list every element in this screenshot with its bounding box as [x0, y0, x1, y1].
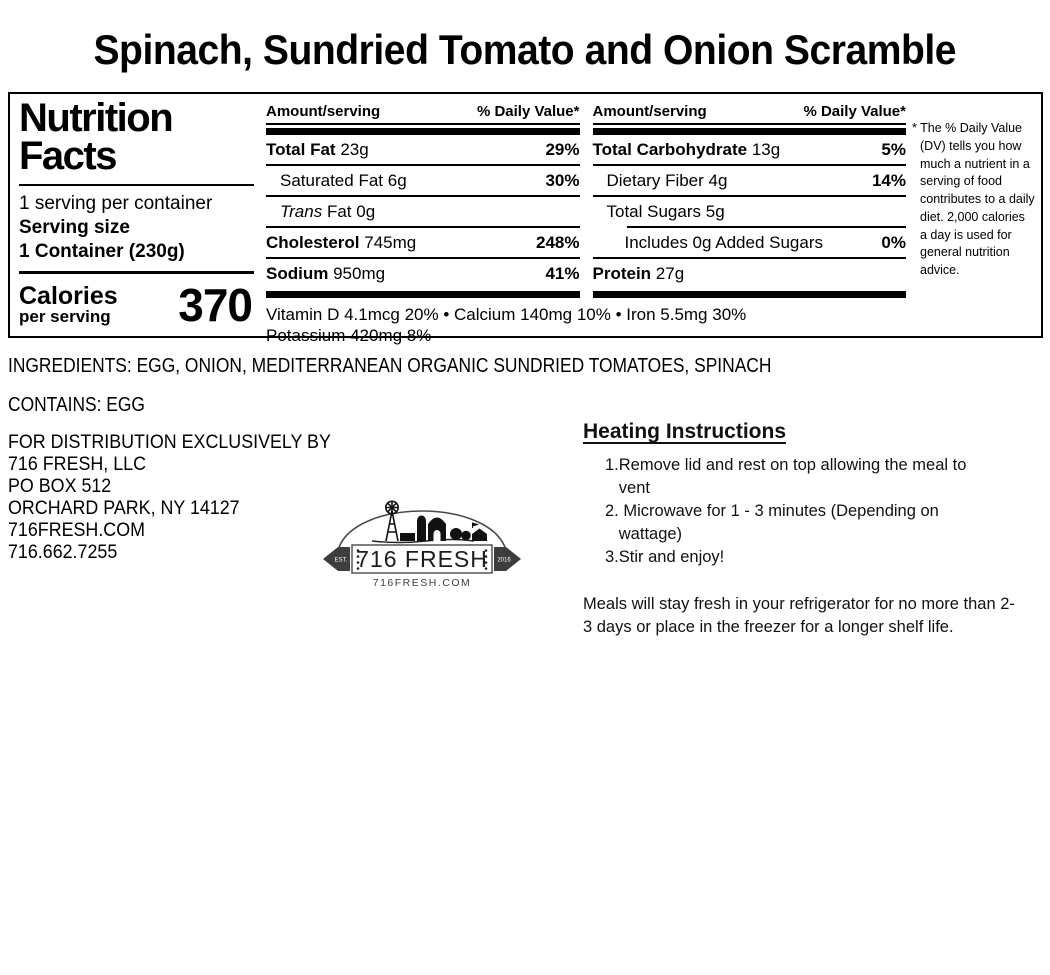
- calories-row: [19, 278, 254, 332]
- farm-logo-icon: [320, 478, 524, 590]
- calories-labels: [19, 281, 118, 327]
- nutrient-dv: 29%: [545, 140, 580, 159]
- nutrient-amount: 5g: [705, 202, 725, 221]
- nutrient-name: Includes 0g Added Sugars: [624, 233, 823, 252]
- nutrient-dv: 30%: [545, 171, 580, 190]
- nutrient-amount: 23g: [340, 140, 369, 159]
- nutrient-dv: 5%: [881, 140, 906, 159]
- nutrition-facts-heading-line2: Facts: [19, 134, 116, 178]
- nutrient-column-fat-sodium: [266, 102, 580, 298]
- storage-note: Meals will stay fresh in your refrigerator for no more than 2-3 days or place in the freezer for a longer shelf life.: [583, 595, 1015, 636]
- distribution-line: PO BOX 512: [8, 476, 112, 497]
- heating-steps: [605, 454, 1015, 569]
- distribution-line: ORCHARD PARK, NY 14127: [8, 498, 240, 519]
- distribution-line: 716.662.7255: [8, 542, 118, 563]
- nutrient-name: Total Sugars: [606, 202, 701, 221]
- nutrient-name: Dietary Fiber: [606, 171, 704, 190]
- nutrient-dv: 14%: [871, 171, 906, 190]
- nutrient-name: Total Fat: [266, 140, 336, 159]
- calories-label: Calories: [19, 281, 118, 310]
- nutrient-name: Fat: [326, 202, 352, 221]
- step-number: 1.: [605, 456, 619, 474]
- thick-divider: [593, 128, 907, 135]
- distribution-line: 716 FRESH, LLC: [8, 454, 146, 475]
- nutrient-amount: 4g: [708, 171, 728, 190]
- ingredients-line: INGREDIENTS: EGG, ONION, MEDITERRANEAN ORGANIC SUNDRIED TOMATOES, SPINACH: [8, 355, 772, 377]
- micronutrients-line1: Vitamin D 4.1mcg 20% • Calcium 140mg 10% • Iron 5.5mg 30%: [266, 305, 747, 324]
- nutrient-amount: 745mg: [364, 233, 417, 252]
- nutrient-name: Sodium: [266, 264, 329, 283]
- heating-instructions-heading: Heating Instructions: [583, 420, 787, 443]
- calories-sublabel: per serving: [19, 307, 111, 327]
- nutrient-row-trans-fat: [266, 197, 580, 226]
- step-number: 2.: [605, 502, 619, 520]
- product-title: [0, 26, 1050, 74]
- heating-step: [605, 454, 1015, 500]
- nutrient-amount: 27g: [655, 264, 685, 283]
- product-title-text: Spinach, Sundried Tomato and Onion Scramble: [93, 26, 957, 73]
- distribution-line: FOR DISTRIBUTION EXCLUSIVELY BY: [8, 432, 331, 453]
- nutrient-name: Protein: [592, 264, 652, 283]
- nutrient-name: Saturated Fat: [280, 171, 384, 190]
- nutrient-dv: 0%: [881, 233, 906, 252]
- nutrient-column-carb-protein: [593, 102, 907, 298]
- nutrient-amount: 0g: [356, 202, 376, 221]
- nutrient-row-sodium: [266, 259, 580, 288]
- nutrient-name-italic: Trans: [280, 202, 323, 221]
- nutrient-dv: 41%: [545, 264, 580, 283]
- daily-value-footnote: * The % Daily Value (DV) tells you how much a nutrient in a serving of food contributes to a daily diet. 2,000 calories a day is used for general nutrition advice.: [912, 121, 1035, 277]
- step-number: 3.: [605, 548, 619, 566]
- 716-fresh-logo: [320, 478, 524, 590]
- logo-year-label: 2016: [497, 557, 511, 564]
- servings-per-container: 1 serving per container: [19, 193, 213, 214]
- nutrient-row-protein: [593, 259, 907, 288]
- divider: [19, 271, 254, 274]
- nutrition-facts-center: [260, 94, 910, 345]
- column-header: [593, 102, 907, 125]
- nutrient-amount: 950mg: [333, 264, 386, 283]
- nutrient-columns: [266, 102, 906, 298]
- distribution-block: [8, 432, 331, 564]
- micronutrients: [266, 304, 906, 346]
- thick-divider: [593, 291, 907, 298]
- nutrition-facts-left-column: [10, 94, 260, 336]
- nutrient-row-dietary-fiber: [593, 166, 907, 195]
- thick-divider: [266, 128, 580, 135]
- serving-size-value: 1 Container (230g): [19, 241, 185, 262]
- nutrient-row-cholesterol: [266, 228, 580, 257]
- column-header: [266, 102, 580, 125]
- nutrient-name: Cholesterol: [266, 233, 360, 252]
- nutrient-name: Total Carbohydrate: [592, 140, 748, 159]
- step-text: Remove lid and rest on top allowing the meal to vent: [618, 456, 971, 497]
- nutrition-facts-heading: [19, 96, 254, 178]
- daily-value-header: % Daily Value*: [476, 103, 580, 120]
- nutrient-dv: 248%: [536, 233, 580, 252]
- nutrient-row-total-carbohydrate: [593, 135, 907, 164]
- divider: [19, 184, 254, 186]
- heating-step: [605, 500, 1015, 546]
- nutrient-row-saturated-fat: [266, 166, 580, 195]
- nutrient-amount: 6g: [387, 171, 407, 190]
- logo-name: 716 FRESH: [356, 546, 488, 572]
- heating-instructions: [583, 420, 1015, 639]
- nutrition-facts-panel: [8, 92, 1043, 345]
- serving-size-label: Serving size: [19, 217, 130, 238]
- distribution-line: 716FRESH.COM: [8, 520, 145, 541]
- step-text: Microwave for 1 - 3 minutes (Depending on wattage): [618, 502, 944, 543]
- daily-value-header: % Daily Value*: [803, 103, 906, 120]
- step-text: Stir and enjoy!: [618, 548, 725, 566]
- nutrient-row-added-sugars: [593, 228, 907, 257]
- calories-value: 370: [178, 279, 252, 331]
- heating-step: [605, 546, 1015, 569]
- nutrient-amount: 13g: [751, 140, 781, 159]
- nutrient-row-total-fat: [266, 135, 580, 164]
- micronutrients-line2: Potassium 420mg 8%: [266, 326, 432, 345]
- nutrition-facts-heading-line1: Nutrition: [19, 96, 173, 140]
- contains-line: CONTAINS: EGG: [8, 394, 145, 416]
- thick-divider: [266, 291, 580, 298]
- logo-est-label: EST.: [334, 557, 348, 564]
- logo-website: 716FRESH.COM: [372, 577, 472, 589]
- amount-per-serving-header: Amount/serving: [592, 103, 707, 120]
- amount-per-serving-header: Amount/serving: [266, 103, 381, 120]
- nutrient-row-total-sugars: [593, 197, 907, 226]
